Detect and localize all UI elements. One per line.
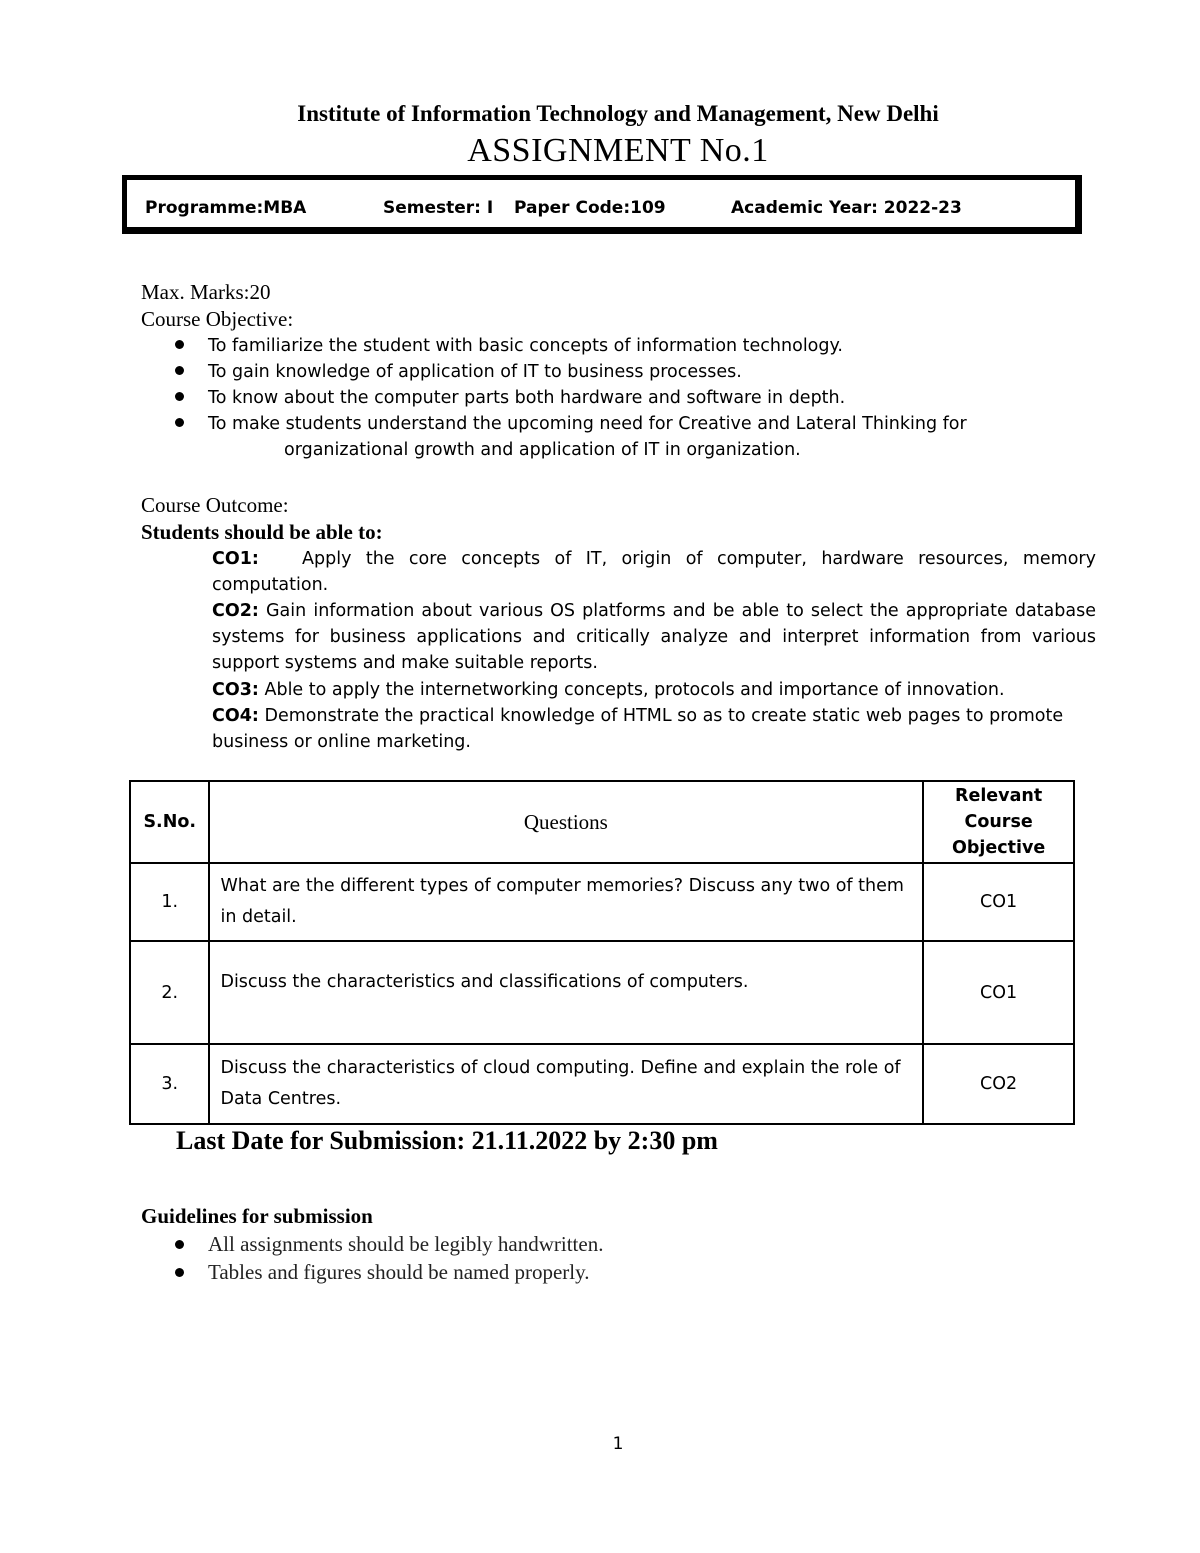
co4-line: CO4: Demonstrate the practical knowledge of HTML so as to create static web pages to promote	[212, 706, 1064, 726]
bullet-icon	[175, 1240, 184, 1249]
questions-table	[129, 780, 1075, 1125]
co1-code: CO1:	[212, 549, 259, 569]
row-sno: 3.	[130, 1044, 209, 1124]
page-number: 1	[612, 1434, 624, 1454]
row-question: Discuss the characteristics and classifications of computers.	[209, 941, 923, 1044]
bullet-icon	[175, 340, 184, 349]
co3-line: CO3: Able to apply the internetworking concepts, protocols and importance of innovation.	[212, 680, 1005, 700]
academic-year-label: Academic Year: 2022-23	[731, 198, 962, 218]
co2-line-2: systems for business applications and critically analyze and interpret information from various	[212, 627, 1096, 647]
co2-code: CO2:	[212, 601, 259, 621]
co3-code: CO3:	[212, 680, 259, 700]
guideline-item: All assignments should be legibly handwritten.	[175, 1232, 603, 1257]
objective-item-continuation: organizational growth and application of IT in organization.	[284, 440, 801, 460]
semester-label: Semester: I	[383, 198, 494, 218]
objective-item: To know about the computer parts both hardware and software in depth.	[175, 388, 845, 408]
row-co: CO1	[923, 941, 1074, 1044]
co2-line: CO2: Gain information about various OS platforms and be able to select the appropriate database	[212, 601, 1096, 621]
table-row	[130, 863, 1074, 941]
questions-header: Questions	[209, 781, 923, 863]
row-question: Discuss the characteristics of cloud computing. Define and explain the role of Data Centres.	[209, 1044, 923, 1124]
bullet-icon	[175, 366, 184, 375]
course-outcome-heading: Course Outcome:	[141, 493, 289, 517]
co1-line: CO1: Apply the core concepts of IT, origin of computer, hardware resources, memory	[212, 549, 1096, 569]
row-co: CO1	[923, 863, 1074, 941]
co4-line-2: business or online marketing.	[212, 732, 471, 752]
bullet-icon	[175, 418, 184, 427]
objective-item: To gain knowledge of application of IT to business processes.	[175, 362, 742, 382]
guideline-item: Tables and figures should be named properly.	[175, 1260, 589, 1285]
institute-name: Institute of Information Technology and Management, New Delhi	[297, 101, 939, 126]
row-sno: 1.	[130, 863, 209, 941]
bullet-icon	[175, 1268, 184, 1277]
students-able-heading: Students should be able to:	[141, 520, 383, 544]
objective-item: To make students understand the upcoming need for Creative and Lateral Thinking for	[175, 414, 967, 434]
row-sno: 2.	[130, 941, 209, 1044]
guidelines-heading: Guidelines for submission	[141, 1204, 373, 1228]
assignment-title: ASSIGNMENT No.1	[467, 132, 769, 169]
co2-line-3: support systems and make suitable reports.	[212, 653, 598, 673]
row-question: What are the different types of computer memories? Discuss any two of them in detail.	[209, 863, 923, 941]
programme-info-box	[122, 175, 1082, 234]
table-header-row	[130, 781, 1074, 863]
table-row	[130, 1044, 1074, 1124]
paper-code-label: Paper Code:109	[514, 198, 666, 218]
relevant-objective-header: Relevant Course Objective	[923, 781, 1074, 863]
row-co: CO2	[923, 1044, 1074, 1124]
programme-label: Programme:MBA	[145, 198, 307, 218]
co4-code: CO4:	[212, 706, 259, 726]
table-row	[130, 941, 1074, 1044]
bullet-icon	[175, 392, 184, 401]
course-objective-heading: Course Objective:	[141, 307, 294, 331]
last-date-submission: Last Date for Submission: 21.11.2022 by 2:30 pm	[176, 1126, 718, 1155]
sno-header: S.No.	[130, 781, 209, 863]
co1-line-2: computation.	[212, 575, 329, 595]
max-marks: Max. Marks:20	[141, 280, 271, 304]
objective-item: To familiarize the student with basic concepts of information technology.	[175, 336, 843, 356]
